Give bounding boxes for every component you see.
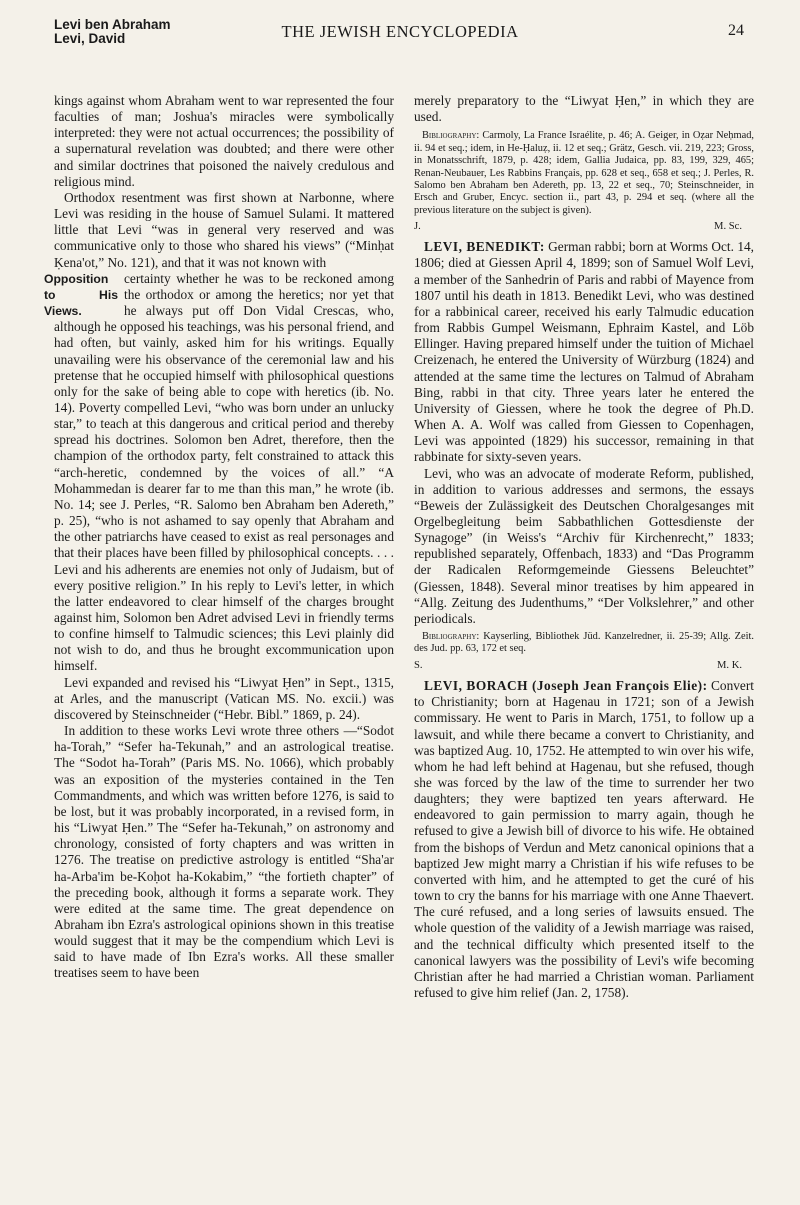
entry-text: Convert to Christianity; born at Hagenau in 1721; son of a Jewish commissary. He went to Paris in March, 1751, to follow up a lawsuit, and while there became a convert to Christianity, and was baptized Aug. 10, 1752. He attempted to win over his wife, whom he had left behind at Hagenau, but she refused, though she was forced by the law of the time to surrender her two daughters; they were baptized ten years afterward. He endeavored to gain permission to marry again, though he refused to give a Jewish bill of divorce to his wife. He obtained from the bishops of Verdun and Metz canonical opinions that a baptized Jew might marry a Christian if his wife refuses to be converted with him, and he attempted to get the curé of his town to cry the banns for his marriage with one Anne Thaevert. The curé refused, and a long series of lawsuits ensued. The whole question of the validity of a Jewish marriage was raised, and the technical difficulty which presented itself to the canonical lawyers was the possibility of Levi's wife becoming Christian after he had married a Christian woman. Parliament refused to give him relief (Jan. 2, 1758). (414, 678, 754, 1000)
paragraph: kings against whom Abraham went to war represented the four faculties of man; Joshua's miracles were symbolically interpreted: they were not actual occurrences; the possibility of a supernatural revelation was doubted; and there were other and similar doctrines that poisoned the naively credulous and religious mind. (54, 93, 394, 189)
bibliography-label: Bibliography: (422, 130, 480, 142)
paragraph: In addition to these works Levi wrote three others —“Sodot ha-Torah,” “Sefer ha-Tekunah,” and an astrological treatise. The “Sodot ha-Torah” (Paris MS. No. 1066), which probably was an exposition of the mysteries contained in the Ten Commandments, and which was written before 1276, is said to be lost, but it was probably incorporated, in a revised form, in his “Liwyat Ḥen.” The “Sefer ha-Tekunah,” on astronomy and chronology, consisted of forty chapters and was written in 1276. The treatise on predictive astrology is entitled “Sha'ar ha-Arba'im be-Koḥot ha-Kokabim,” “the fortieth chapter” of the preceding book, although it forms a separate work. They were edited at the same time. The great dependence on Abraham ibn Ezra's astrological opinions shown in this treatise would suggest that it may be the compendium which Levi is said to have made of Ibn Ezra's works. All these smaller treatises seem to have been (54, 723, 394, 981)
running-head-left-top: Levi ben Abraham (54, 17, 171, 32)
entry-text: German rabbi; born at Worms Oct. 14, 1806; died at Giessen April 4, 1899; son of Samuel Wolf Levi, a member of the Sanhedrin of Paris and rabbi of Mayence from 1807 until his death in 1813. Benedikt Levi, who was destined for a rabbinical career, received his early Talmudic education from Rabbis Gumpel Weismann, Ephraim Kastel, and Löb Ellinger. Having prepared himself under the tuition of Michael Creizenach, he entered the University of Würzburg (1824) and attended at the same time the lectures on Talmud of Abraham Bing, rabbi in that city. Three years later he entered the University of Giessen, where he took the degree of Ph.D. When A. A. Wolf was called from Giessen to Copenhagen, Levi was appointed (1829) his successor, remaining in that rabbinate for sixty-seven years. (414, 239, 754, 465)
page-number: 24 (728, 22, 744, 39)
signature (414, 658, 754, 674)
bibliography (414, 631, 754, 656)
paragraph-text: certainty whether he was to be reckoned among the orthodox or among the heretics; nor yet that he always put off Don Vidal Crescas, who, although he opposed his teachings, was his personal friend, and had often, but vainly, asked him for his writings. Equally unavailing were his observance of the ceremonial law and his pretense that he occupied himself with philosophical questions only for the sake of being able to cope with heretics (ib. No. 14). Poverty compelled Levi, “who was born under an unlucky star,” to teach at this dangerous and critical period and thereby spread his doctrines. Solomon ben Adret, therefore, then the champion of the orthodox party, felt constrained to attack this “arch-heretic, condemned by the voices of all.” “A Mohammedan is dearer far to me than this man,” he wrote (ib. No. 14; see J. Perles, “R. Salomo ben Abraham ben Adereth,” p. 25), “who is not ashamed to say openly that Abraham and the other patriarchs have ceased to exist as real personages and that their places have been filled by philosophical concepts. . . . Levi and his adherents are enemies not only of Judaism, but of every positive religion.” In his reply to Levi's letter, in which the latter endeavored to clear himself of the charges brought against him, Solomon ben Adret advised Levi in friendly terms to confine himself to Talmudic sciences; this Levi plainly did not wish to do, and thus he brought excommunication upon himself. (54, 270, 394, 674)
running-head-left-bottom: Levi, David (54, 31, 126, 46)
bibliography-label: Bibliography: (422, 631, 480, 643)
margin-heading: Opposition to His Views. (44, 271, 118, 318)
left-column (44, 93, 394, 982)
paragraph: Orthodox resentment was first shown at Narbonne, where Levi was residing in the house of Samuel Sulami. It mattered little that Levi “was in general very reserved and was communicative only to those who shared his views” (“Minḥat Ḳena'ot,” No. 121), and that it was not known with (54, 189, 394, 270)
bibliography (414, 130, 754, 217)
paragraph: Levi, who was an advocate of moderate Reform, published, in addition to various addresses and sermons, the essays “Beweis der Zulässigkeit des Deutschen Choralgesanges mit Orgelbegleitung beim Sabbathlichen Gottesdienste der Synagoge” (in Weiss's “Archiv für Kirchenrecht,” 1833; republished separately, Offenbach, 1833) and “Das Programm der Radicalen Reformgemeinde Giessens Beleuchtet” (Giessen, 1848). Several minor treatises by him appeared in “Allg. Zeitung des Judenthums,” “Der Volkslehrer,” and other periodicals. (414, 465, 754, 626)
signature (414, 219, 754, 235)
entry-borach (414, 678, 754, 1001)
paragraph: merely preparatory to the “Liwyat Ḥen,” in which they are used. (414, 93, 754, 125)
running-head-title: THE JEWISH ENCYCLOPEDIA (281, 22, 519, 41)
entry-benedikt (414, 239, 754, 465)
signature-right: M. Sc. (714, 221, 742, 233)
bibliography-text: Carmoly, La France Israélite, p. 46; A. Geiger, in Oẓar Neḥmad, ii. 94 et seq.; idem, in He-Ḥaluẓ, ii. 12 et seq.; Grätz, Gesch. vii. 219, 223; Gross, in Monatsschrift, 1879, p. 428; idem, Gallia Judaica, pp. 83, 199, 329, 465; Renan-Neubauer, Les Rabbins Français, pp. 628 et seq., 658 et seq.; J. Perles, R. Salomo ben Abraham ben Adereth, pp. 13, 22 et seq., 70; Steinschneider, in Ersch and Gruber, Encyc. section ii., part 43, p. 294 et seq. (where all the previous literature on the subject is given). (414, 130, 754, 216)
paragraph: Levi expanded and revised his “Liwyat Ḥen” in Sept., 1315, at Arles, and the manuscript (Vatican MS. No. excii.) was discovered by Steinschneider (“Hebr. Bibl.” 1869, p. 24). (54, 674, 394, 722)
signature-left: S. (414, 659, 423, 671)
right-column (414, 93, 754, 1001)
entry-title: LEVI, BORACH (Joseph Jean François Elie): (424, 678, 708, 694)
entry-title: LEVI, BENEDIKT: (424, 239, 545, 255)
signature-left: J. (414, 221, 421, 233)
signature-right: M. K. (716, 659, 742, 671)
paragraph (44, 270, 394, 675)
bibliography-text: Kayserling, Bibliothek Jüd. Kanzelredner, ii. 25-39; Allg. Zeit. des Jud. pp. 63, 172 et seq. (414, 631, 754, 655)
